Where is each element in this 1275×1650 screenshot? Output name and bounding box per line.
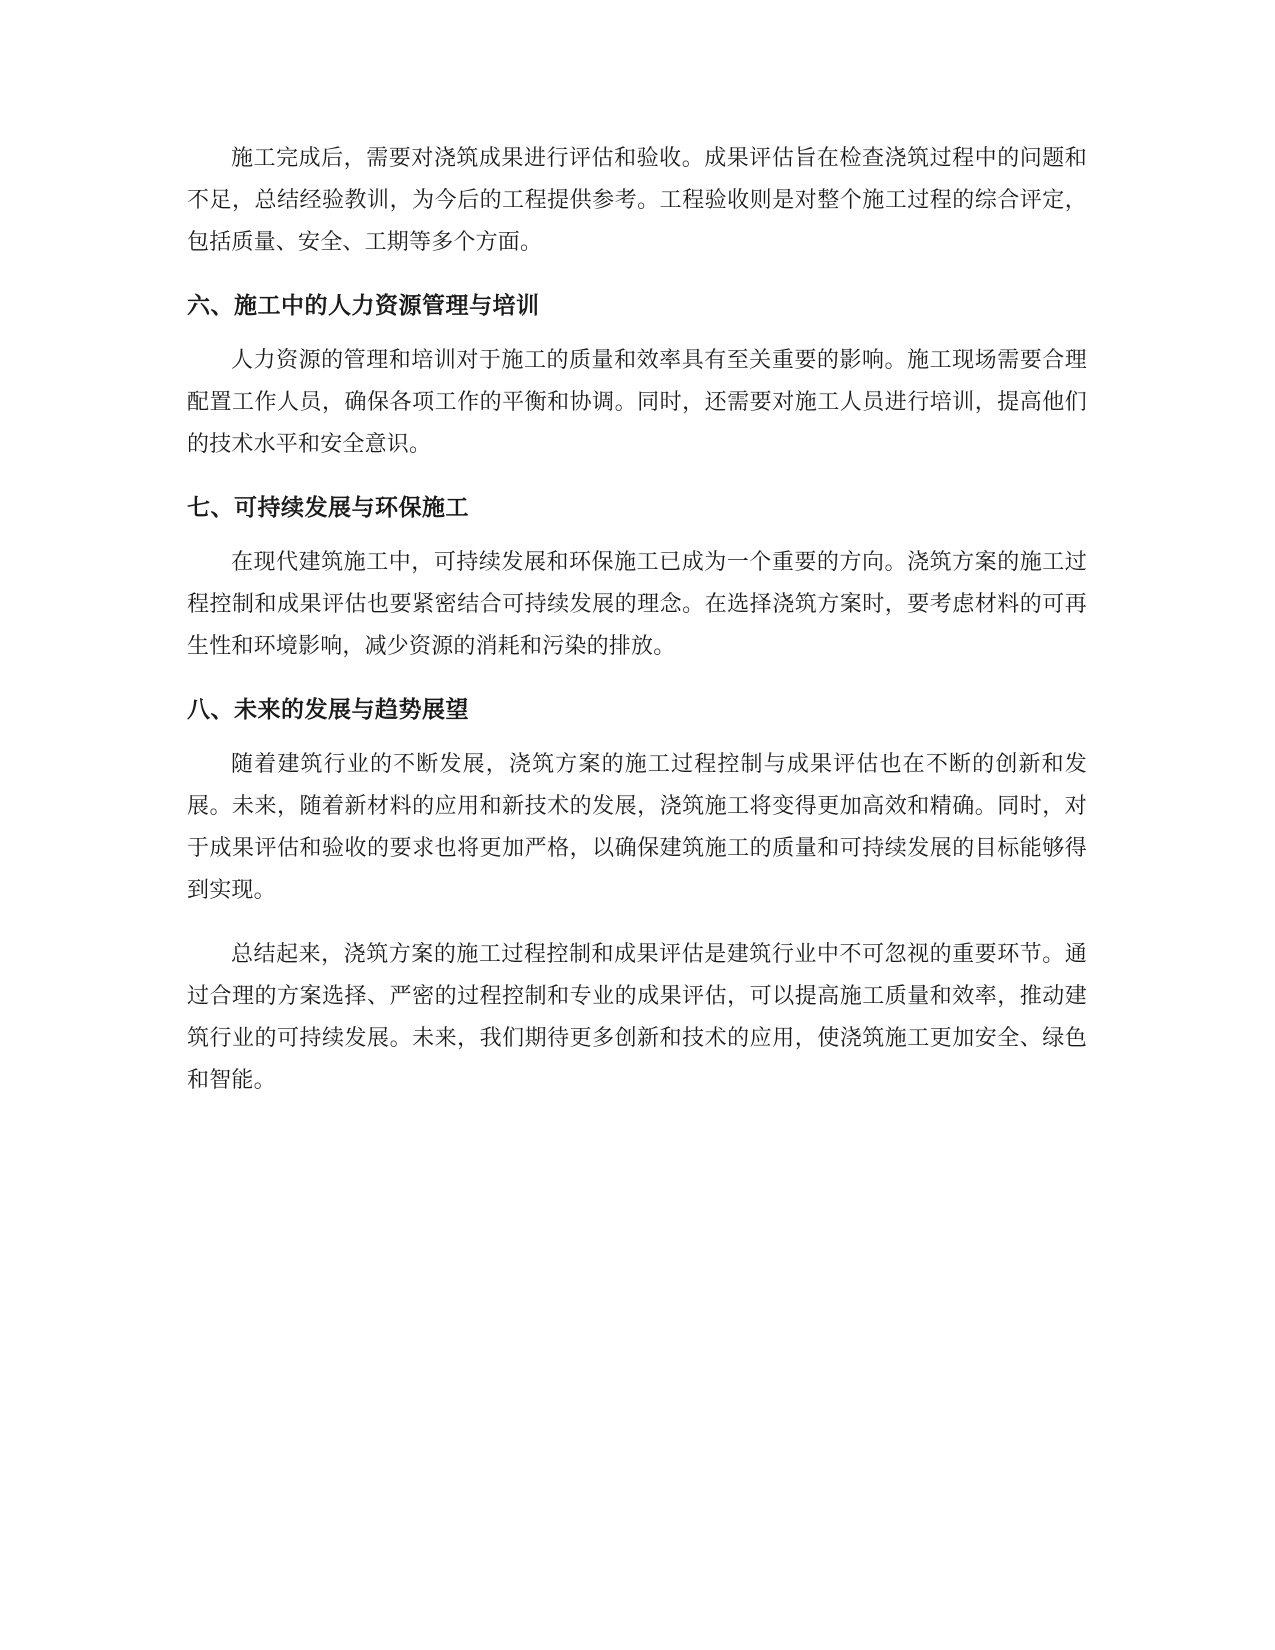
heading-section-7: 七、可持续发展与环保施工 bbox=[187, 495, 469, 521]
heading-section-8: 八、未来的发展与趋势展望 bbox=[187, 697, 469, 723]
paragraph-evaluation-acceptance: 施工完成后，需要对浇筑成果进行评估和验收。成果评估旨在检查浇筑过程中的问题和不足，总结经验教训，为今后的工程提供参考。工程验收则是对整个施工过程的综合评定，包括质量、安全、工期等多个方面。 bbox=[187, 146, 1087, 255]
paragraph-future-development: 随着建筑行业的不断发展，浇筑方案的施工过程控制与成果评估也在不断的创新和发展。未来，随着新材料的应用和新技术的发展，浇筑施工将变得更加高效和精确。同时，对于成果评估和验收的要求也将更加严格，以确保建筑施工的质量和可持续发展的目标能够得到实现。 bbox=[187, 752, 1087, 903]
paragraph-human-resources: 人力资源的管理和培训对于施工的质量和效率具有至关重要的影响。施工现场需要合理配置工作人员，确保各项工作的平衡和协调。同时，还需要对施工人员进行培训，提高他们的技术水平和安全意识。 bbox=[187, 348, 1087, 457]
document-page bbox=[187, 138, 1087, 1124]
paragraph-sustainability: 在现代建筑施工中，可持续发展和环保施工已成为一个重要的方向。浇筑方案的施工过程控制和成果评估也要紧密结合可持续发展的理念。在选择浇筑方案时，要考虑材料的可再生性和环境影响，减少资源的消耗和污染的排放。 bbox=[187, 550, 1087, 659]
paragraph-conclusion: 总结起来，浇筑方案的施工过程控制和成果评估是建筑行业中不可忽视的重要环节。通过合理的方案选择、严密的过程控制和专业的成果评估，可以提高施工质量和效率，推动建筑行业的可持续发展。未来，我们期待更多创新和技术的应用，使浇筑施工更加安全、绿色和智能。 bbox=[187, 942, 1087, 1093]
heading-section-6: 六、施工中的人力资源管理与培训 bbox=[187, 293, 540, 319]
